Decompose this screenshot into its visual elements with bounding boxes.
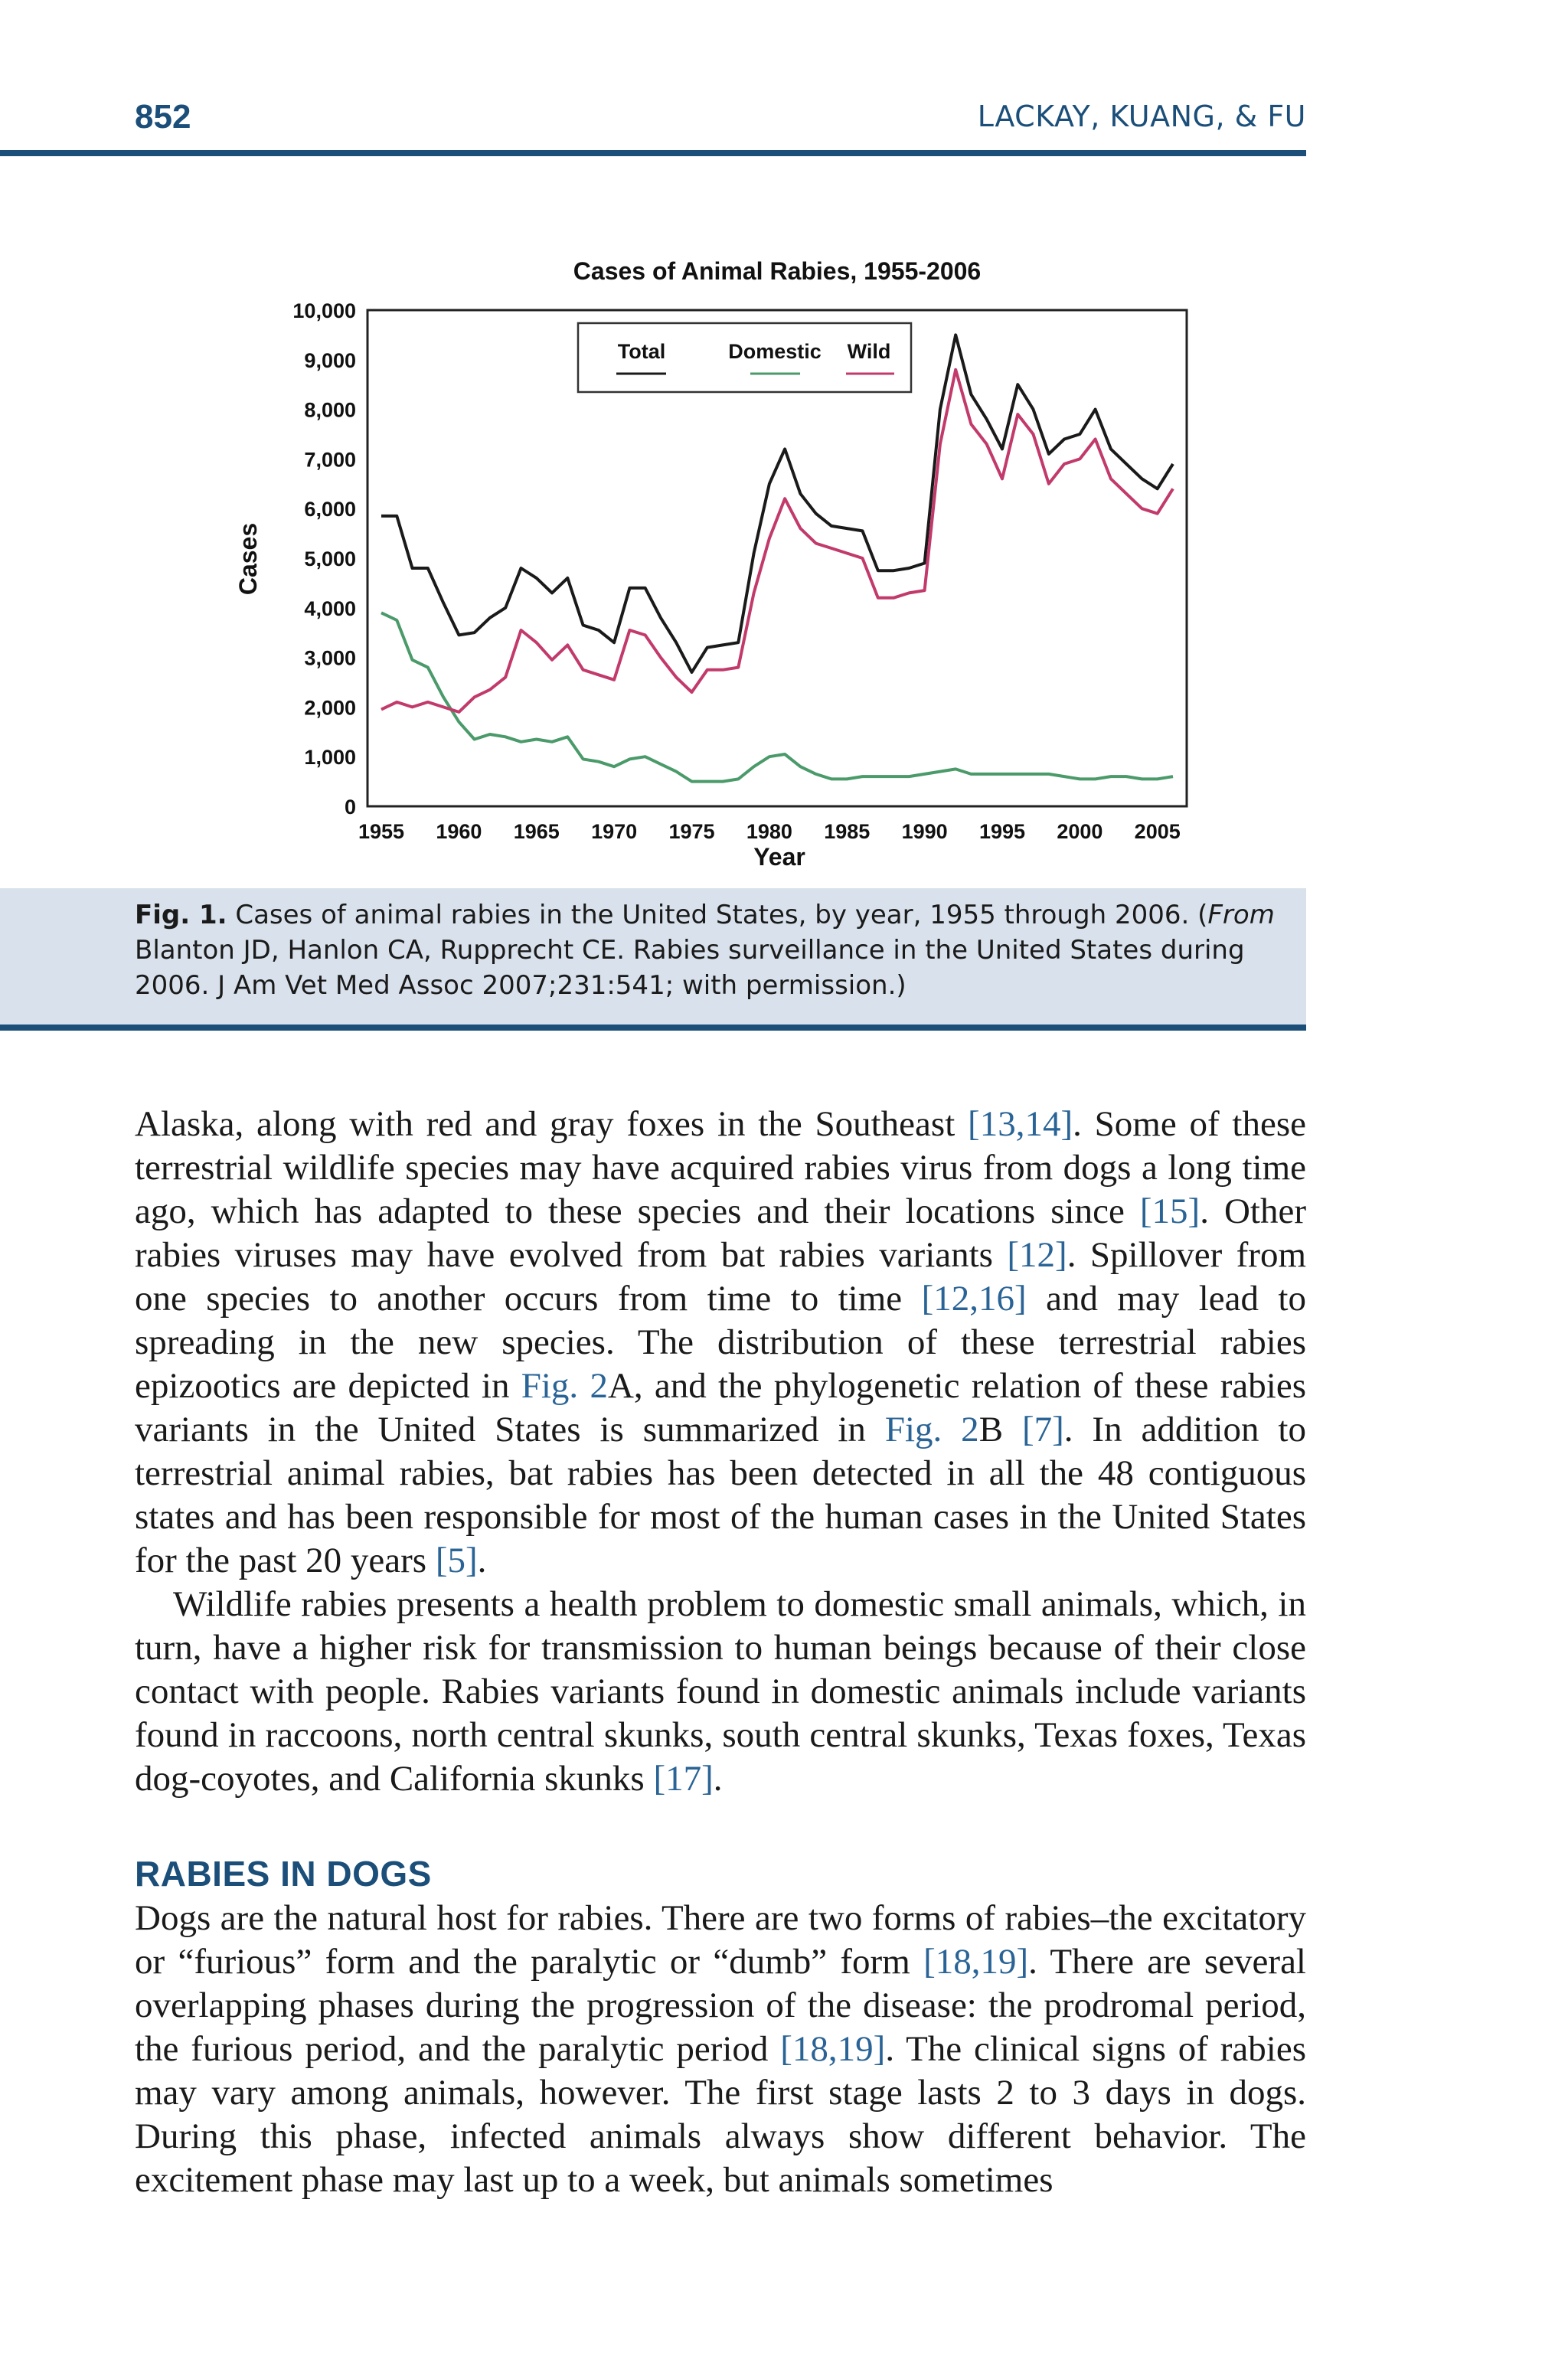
citation-link[interactable]: [18,19] (780, 2029, 886, 2069)
text-run: Wildlife rabies presents a health problem to domestic small animals, which, in turn, have a higher risk for transmission to human beings because of their close contact with people. Rabies variants found in domestic animals include variants found in raccoons, north central skunks, south central skunks, Texas foxes, Texas dog-coyotes, and California skunks (135, 1584, 1306, 1799)
figure-caption (135, 897, 1306, 1003)
figure-label: Fig. 1. (135, 900, 227, 930)
series-lines (381, 335, 1173, 781)
caption-rule (0, 1025, 1306, 1031)
text-run: . The clinical signs of rabies may vary among animals, however. The first stage lasts 2 to 3 days in dogs. During this phase, infected animals always show different behavior. The excitement phase may last up to a week, but animals sometimes (135, 2029, 1306, 2200)
section-paragraph-1 (135, 1897, 1306, 2202)
text-run: . Other rabies viruses may have evolved from bat rabies variants (135, 1191, 1306, 1275)
citation-link[interactable]: [5] (435, 1541, 478, 1580)
y-tick-labels (292, 299, 356, 819)
caption-from: From (1207, 900, 1275, 930)
y-tick-label: 8,000 (304, 398, 356, 422)
citation-link[interactable]: [15] (1139, 1191, 1200, 1231)
citation-link[interactable]: [7] (1021, 1410, 1064, 1449)
text-run: B (978, 1410, 1022, 1449)
x-tick-label: 1965 (513, 820, 560, 843)
y-tick-label: 9,000 (304, 348, 356, 372)
section-text (135, 1897, 1306, 2202)
x-tick-label: 1975 (668, 820, 715, 843)
y-tick-label: 6,000 (304, 498, 356, 521)
x-tick-label: 1990 (901, 820, 948, 843)
series-line-wild (381, 370, 1173, 712)
x-tick-label: 1995 (978, 820, 1026, 843)
citation-link[interactable]: [18,19] (923, 1942, 1029, 1982)
text-run: . In addition to terrestrial animal rabies, bat rabies has been detected in all the 48 contiguous states and has been responsible for most of the human cases in the United States for the past 20 years (135, 1410, 1306, 1580)
legend-entry-wild: Wild (847, 340, 891, 363)
paragraph-2 (135, 1583, 1306, 1801)
text-run: A, and the phylogenetic relation of these rabies variants in the United States is summarized in (135, 1366, 1306, 1449)
series-line-domestic (381, 613, 1173, 781)
text-run: and may lead to spreading in the new species. The distribution of these terrestrial rabies epizootics are depicted in (135, 1279, 1306, 1406)
citation-link[interactable]: [12,16] (921, 1279, 1027, 1319)
chart-title: Cases of Animal Rabies, 1955-2006 (573, 257, 982, 285)
header-rule (0, 150, 1306, 156)
paragraph-1 (135, 1103, 1306, 1583)
text-run: . (477, 1541, 487, 1580)
y-tick-label: 0 (344, 796, 356, 819)
figure-1 (222, 253, 1233, 888)
legend-entry-domestic: Domestic (728, 340, 822, 363)
caption-text: Cases of animal rabies in the United States, by year, 1955 through 2006. ( (227, 900, 1208, 930)
y-tick-label: 7,000 (304, 448, 356, 472)
legend (578, 323, 911, 392)
text-run: . Spillover from one species to another occurs from time to time (135, 1235, 1307, 1319)
running-head: LACKAY, KUANG, & FU (977, 100, 1306, 133)
caption-citation: Blanton JD, Hanlon CA, Rupprecht CE. Rabies surveillance in the United States during 2006. J Am Vet Med Assoc 2007;231:541; with permission.) (135, 935, 1245, 1001)
y-tick-label: 10,000 (292, 299, 356, 322)
y-tick-label: 4,000 (304, 596, 356, 620)
legend-entry-total: Total (617, 340, 666, 363)
rabies-line-chart (222, 253, 1233, 888)
x-tick-label: 1985 (824, 820, 871, 843)
figure-caption-box (0, 888, 1306, 1025)
x-tick-label: 2000 (1057, 820, 1103, 843)
y-tick-label: 5,000 (304, 547, 356, 570)
text-run: Alaska, along with red and gray foxes in the Southeast (135, 1104, 969, 1144)
page-number: 852 (135, 98, 191, 136)
y-tick-label: 3,000 (304, 646, 356, 670)
text-run: . There are several overlapping phases during the progression of the disease: the prodromal period, the furious period, and the paralytic period (135, 1942, 1306, 2069)
citation-link[interactable]: [17] (653, 1759, 714, 1799)
x-tick-label: 1980 (746, 820, 792, 843)
citation-link[interactable]: [12] (1007, 1235, 1067, 1275)
figure-link[interactable]: Fig. 2 (521, 1366, 608, 1406)
y-tick-label: 2,000 (304, 696, 356, 720)
citation-link[interactable]: [13,14] (968, 1104, 1073, 1144)
x-axis-label: Year (753, 843, 805, 871)
y-tick-label: 1,000 (304, 746, 356, 770)
page-header (135, 98, 1306, 141)
x-tick-label: 1955 (358, 820, 405, 843)
x-tick-label: 2005 (1134, 820, 1181, 843)
text-run: . (713, 1759, 723, 1799)
figure-link[interactable]: Fig. 2 (884, 1410, 979, 1449)
x-tick-label: 1960 (436, 820, 482, 843)
x-tick-label: 1970 (591, 820, 638, 843)
text-run: . Some of these terrestrial wildlife species may have acquired rabies virus from dogs a long time ago, which has adapted to these species and their locations since (135, 1104, 1307, 1231)
x-tick-labels (358, 820, 1181, 843)
text-run: Dogs are the natural host for rabies. There are two forms of rabies–the excitatory or “furious” form and the paralytic or “dumb” form (135, 1898, 1306, 1982)
y-axis-label: Cases (234, 522, 262, 596)
body-text (135, 1103, 1306, 1801)
section-heading: RABIES IN DOGS (135, 1854, 432, 1894)
